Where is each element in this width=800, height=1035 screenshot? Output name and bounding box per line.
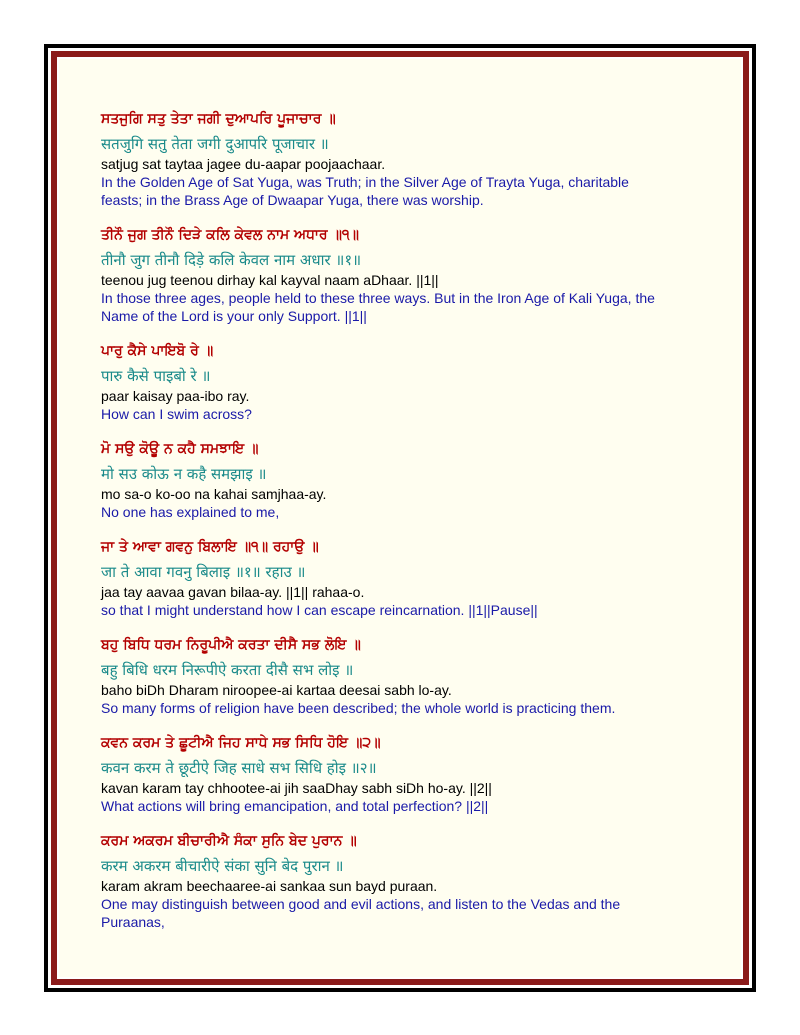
devanagari-line: तीनौ जुग तीनौ दिड़े कलि केवल नाम अधार ॥१॥ <box>101 251 362 269</box>
transliteration-line: baho biDh Dharam niroopee-ai kartaa deesai sabh lo-ay. <box>101 682 452 698</box>
content-panel <box>59 59 741 977</box>
gurmukhi-line: ਤੀਨੌ ਜੁਗ ਤੀਨੌ ਦਿੜੇ ਕਲਿ ਕੇਵਲ ਨਾਮ ਅਧਾਰ ॥੧॥ <box>101 227 359 243</box>
transliteration-line: satjug sat taytaa jagee du-aapar poojaachaar. <box>101 156 386 172</box>
gurmukhi-line: ਮੋ ਸਉ ਕੋਊ ਨ ਕਹੈ ਸਮਝਾਇ ॥ <box>101 441 259 457</box>
gurmukhi-line: ਬਹੁ ਬਿਧਿ ਧਰਮ ਨਿਰੂਪੀਐ ਕਰਤਾ ਦੀਸੈ ਸਭ ਲੋਇ ॥ <box>101 637 361 653</box>
verse-block <box>101 439 731 521</box>
english-translation-line: Puraanas, <box>101 914 165 930</box>
verse-block <box>101 635 731 717</box>
gurmukhi-line: ਪਾਰੁ ਕੈਸੇ ਪਾਇਬੋ ਰੇ ॥ <box>101 343 214 359</box>
transliteration-line: paar kaisay paa-ibo ray. <box>101 388 250 404</box>
devanagari-line: कवन करम ते छूटीऐ जिह साधे सभ सिधि होइ ॥२॥ <box>101 759 377 777</box>
devanagari-line: बहु बिधि धरम निरूपीऐ करता दीसै सभ लोइ ॥ <box>101 661 354 679</box>
english-translation-line: In those three ages, people held to these three ways. But in the Iron Age of Kali Yuga, the <box>101 290 655 306</box>
verse-block <box>101 341 731 423</box>
english-translation-line: In the Golden Age of Sat Yuga, was Truth; in the Silver Age of Trayta Yuga, charitable <box>101 174 629 190</box>
gurmukhi-line: ਕਵਨ ਕਰਮ ਤੇ ਛੂਟੀਐ ਜਿਹ ਸਾਧੇ ਸਭ ਸਿਧਿ ਹੋਇ ॥੨॥ <box>101 735 381 751</box>
transliteration-line: teenou jug teenou dirhay kal kayval naam aDhaar. ||1|| <box>101 272 439 288</box>
english-translation-line: Name of the Lord is your only Support. ||1|| <box>101 308 367 324</box>
english-translation-line: What actions will bring emancipation, and total perfection? ||2|| <box>101 798 489 814</box>
gurmukhi-line: ਕਰਮ ਅਕਰਮ ਬੀਚਾਰੀਐ ਸੰਕਾ ਸੁਨਿ ਬੇਦ ਪੁਰਾਨ ॥ <box>101 833 357 849</box>
verse-list <box>101 109 731 947</box>
verse-block <box>101 831 731 931</box>
gurmukhi-line: ਸਤਜੁਗਿ ਸਤੁ ਤੇਤਾ ਜਗੀ ਦੁਆਪਰਿ ਪੂਜਾਚਾਰ ॥ <box>101 111 336 127</box>
english-translation-line: No one has explained to me, <box>101 504 280 520</box>
transliteration-line: mo sa-o ko-oo na kahai samjhaa-ay. <box>101 486 327 502</box>
verse-block <box>101 109 731 209</box>
devanagari-line: मो सउ कोऊ न कहै समझाइ ॥ <box>101 465 267 483</box>
transliteration-line: jaa tay aavaa gavan bilaa-ay. ||1|| rahaa-o. <box>101 584 365 600</box>
english-translation-line: How can I swim across? <box>101 406 252 422</box>
devanagari-line: करम अकरम बीचारीऐ संका सुनि बेद पुरान ॥ <box>101 857 344 875</box>
verse-block <box>101 225 731 325</box>
gurmukhi-line: ਜਾ ਤੇ ਆਵਾ ਗਵਨੁ ਬਿਲਾਇ ॥੧॥ ਰਹਾਉ ॥ <box>101 539 319 555</box>
devanagari-line: सतजुगि सतु तेता जगी दुआपरि पूजाचार ॥ <box>101 135 329 153</box>
devanagari-line: जा ते आवा गवनु बिलाइ ॥१॥ रहाउ ॥ <box>101 563 306 581</box>
verse-block <box>101 537 731 619</box>
english-translation-line: feasts; in the Brass Age of Dwaapar Yuga, there was worship. <box>101 192 484 208</box>
page-border-outer <box>44 44 756 992</box>
verse-block <box>101 733 731 815</box>
transliteration-line: karam akram beechaaree-ai sankaa sun bayd puraan. <box>101 878 438 894</box>
english-translation-line: so that I might understand how I can escape reincarnation. ||1||Pause|| <box>101 602 538 618</box>
transliteration-line: kavan karam tay chhootee-ai jih saaDhay sabh siDh ho-ay. ||2|| <box>101 780 492 796</box>
english-translation-line: So many forms of religion have been described; the whole world is practicing them. <box>101 700 616 716</box>
english-translation-line: One may distinguish between good and evil actions, and listen to the Vedas and the <box>101 896 621 912</box>
devanagari-line: पारु कैसे पाइबो रे ॥ <box>101 367 211 385</box>
